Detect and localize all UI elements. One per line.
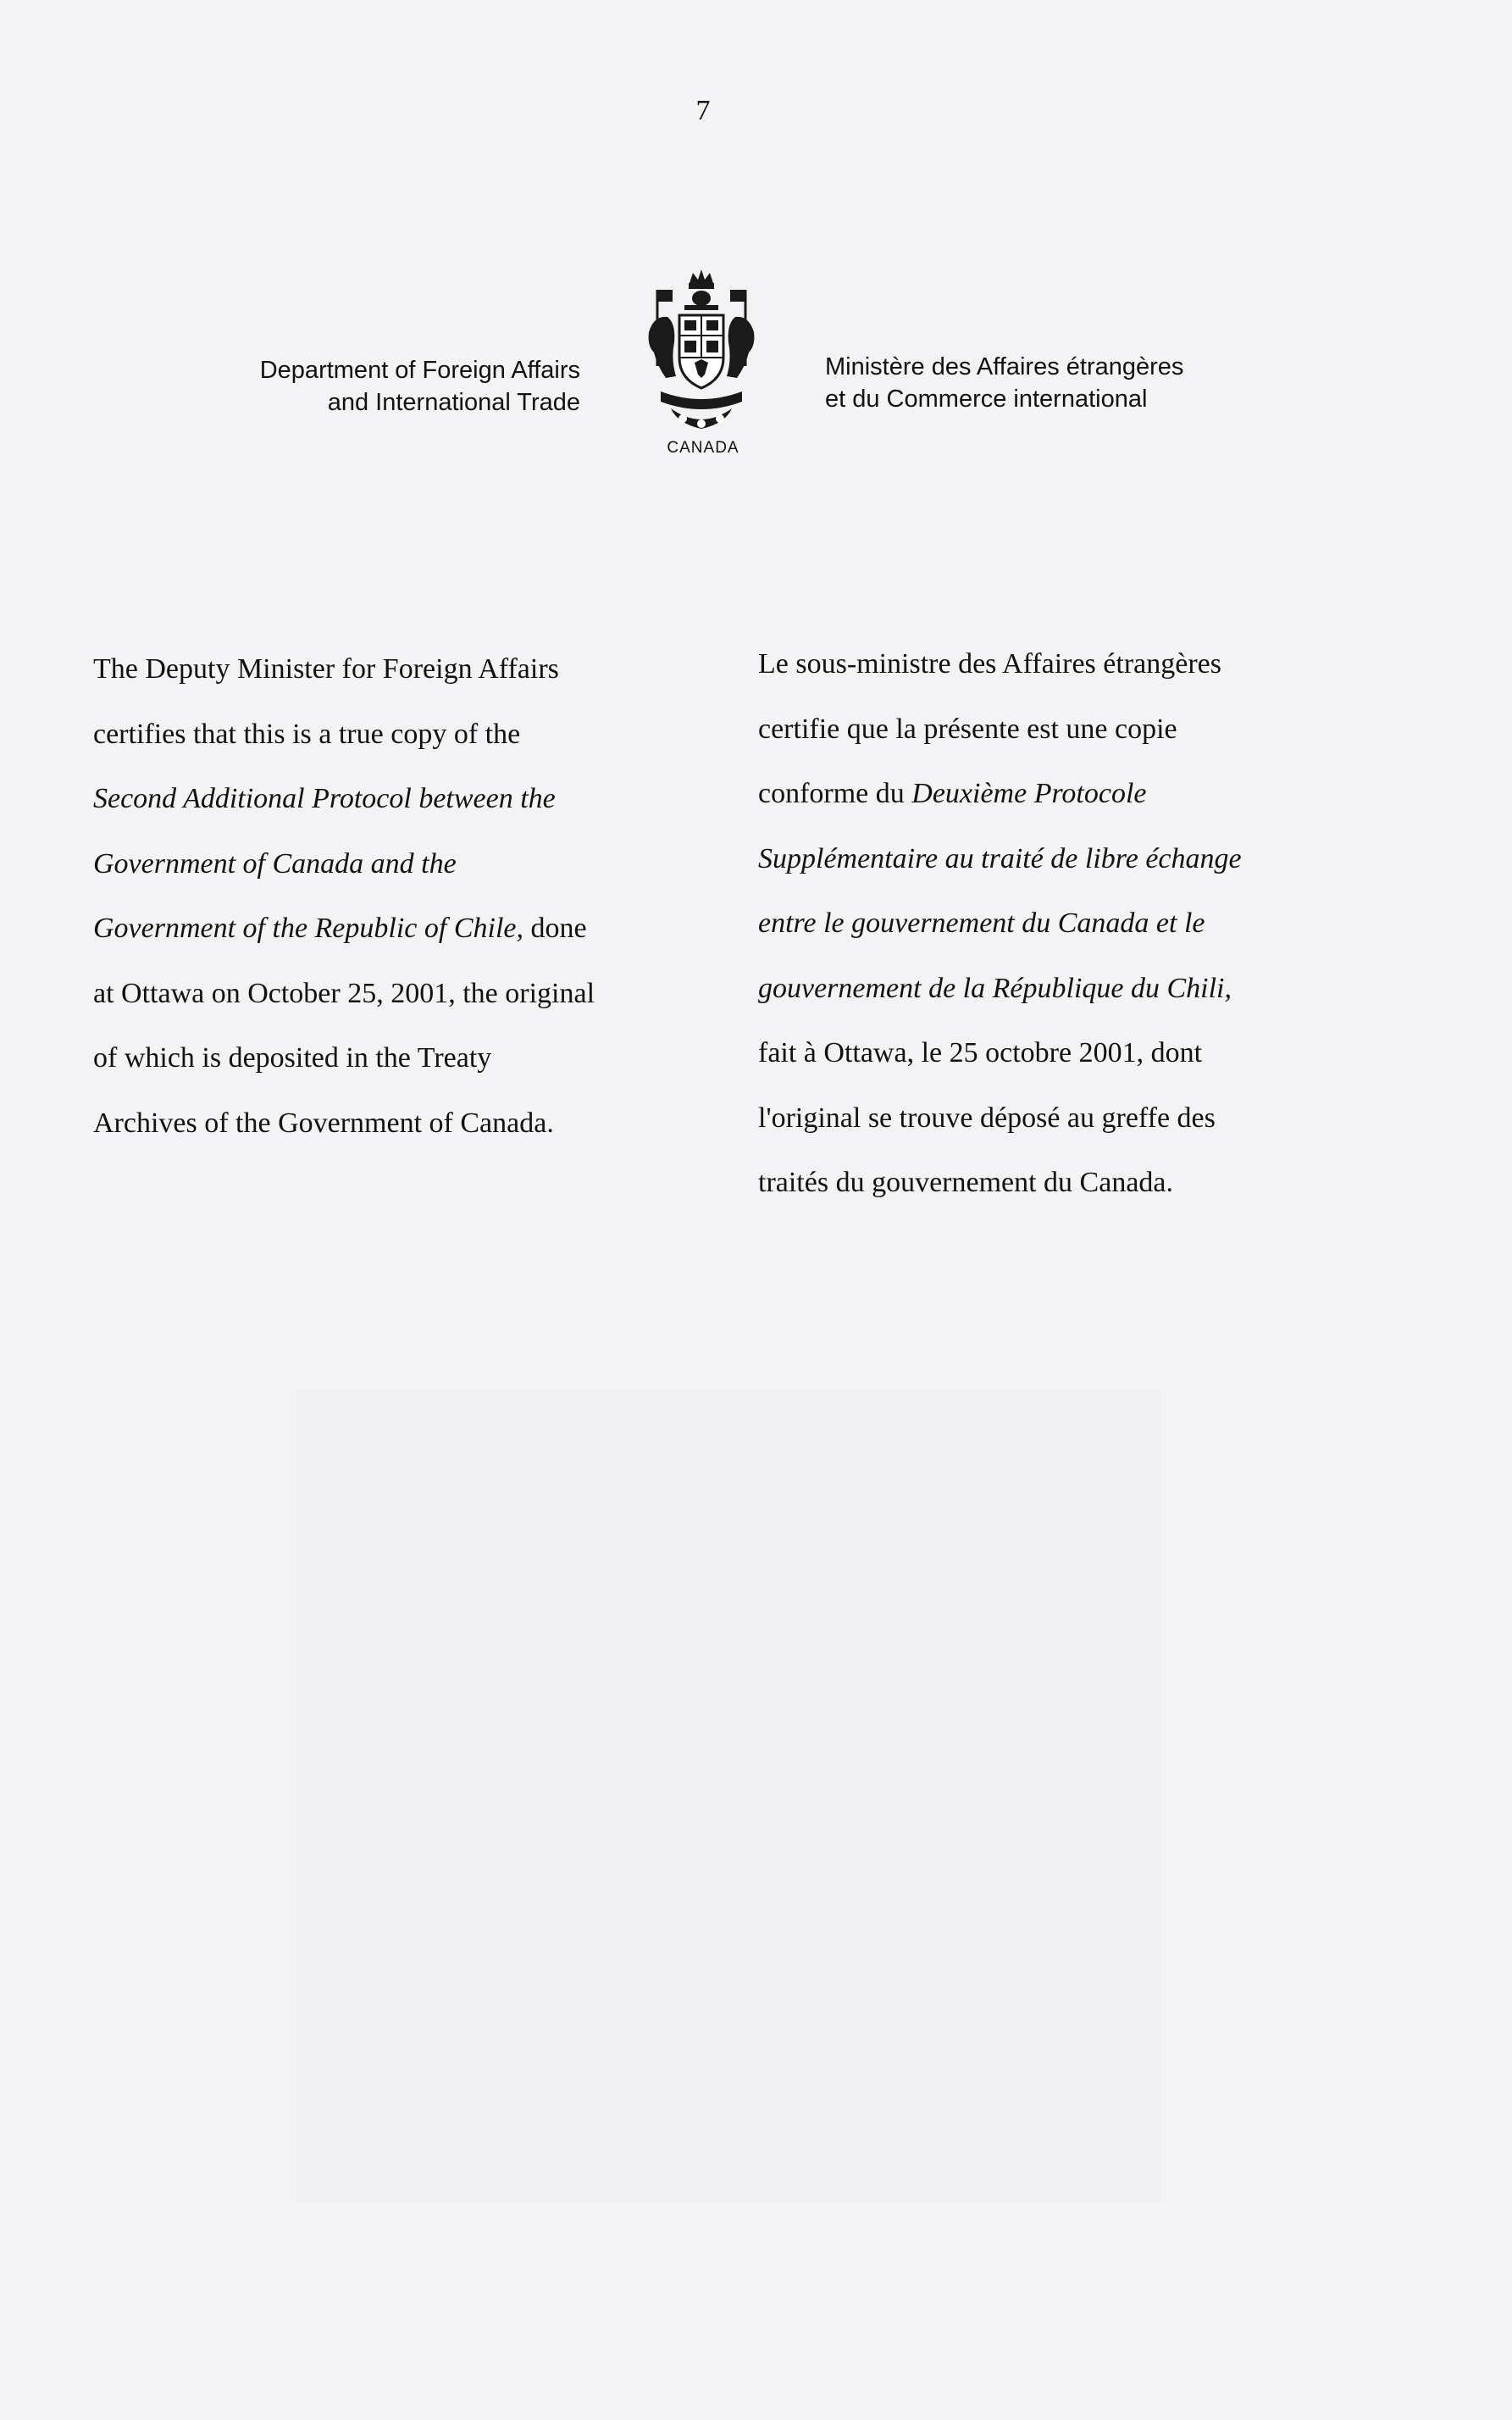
treaty-title-english: Government of Canada and the: [93, 847, 457, 880]
treaty-title-french: Supplémentaire au traité de libre échange: [758, 842, 1242, 874]
certification-english: [93, 637, 703, 1156]
certification-french-line: traités du gouvernement du Canada.: [758, 1167, 1174, 1198]
certification-french-line: [758, 891, 1419, 957]
certification-french-line: certifie que la présente est une copie: [758, 713, 1177, 745]
certification-french-line: l'original se trouve déposé au greffe des: [758, 1102, 1216, 1134]
certification-french-line: fait à Ottawa, le 25 octobre 2001, dont: [758, 1037, 1203, 1068]
treaty-title-english: Second Additional Protocol between the: [93, 783, 556, 814]
treaty-title-french: entre le gouvernement du Canada et le: [758, 908, 1205, 939]
treaty-title-english: Government of the Republic of Chile,: [93, 913, 523, 944]
certification-french-text: conforme du: [758, 778, 912, 809]
certification-french-line: [758, 957, 1419, 1022]
certification-english-text: done: [523, 913, 587, 944]
certification-french-line: [758, 827, 1419, 892]
treaty-title-french: Deuxième Protocole: [911, 778, 1147, 809]
certification-english-line: certifies that this is a true copy of the: [93, 718, 521, 750]
certification-english-line: of which is deposited in the Treaty: [93, 1042, 492, 1074]
certification-english-line: Archives of the Government of Canada.: [93, 1107, 554, 1139]
certification-english-line: at Ottawa on October 25, 2001, the original: [93, 977, 595, 1009]
certification-english-line: [93, 896, 703, 962]
department-name-english-line-2: and International Trade: [327, 389, 580, 416]
certification-english-line: The Deputy Minister for Foreign Affairs: [93, 653, 559, 685]
certification-english-line: [93, 832, 703, 897]
department-name-french-line-2: et du Commerce international: [825, 386, 1148, 413]
page-number: 7: [695, 95, 711, 126]
department-name-french: [825, 351, 1183, 415]
certification-french-line: [758, 762, 1419, 827]
coat-of-arms-icon: [642, 264, 761, 442]
certification-english-line: [93, 767, 703, 832]
treaty-title-french: gouvernement de la République du Chili,: [758, 972, 1232, 1004]
bleed-through-area: [296, 1390, 1160, 2203]
emblem-label: CANADA: [667, 439, 739, 457]
certification-french: [758, 632, 1419, 1216]
certification-french-line: Le sous-ministre des Affaires étrangères: [758, 648, 1221, 680]
department-name-french-line-1: Ministère des Affaires étrangères: [825, 353, 1184, 380]
department-name-english-line-1: Department of Foreign Affairs: [259, 357, 580, 384]
department-name-english: [260, 354, 580, 419]
